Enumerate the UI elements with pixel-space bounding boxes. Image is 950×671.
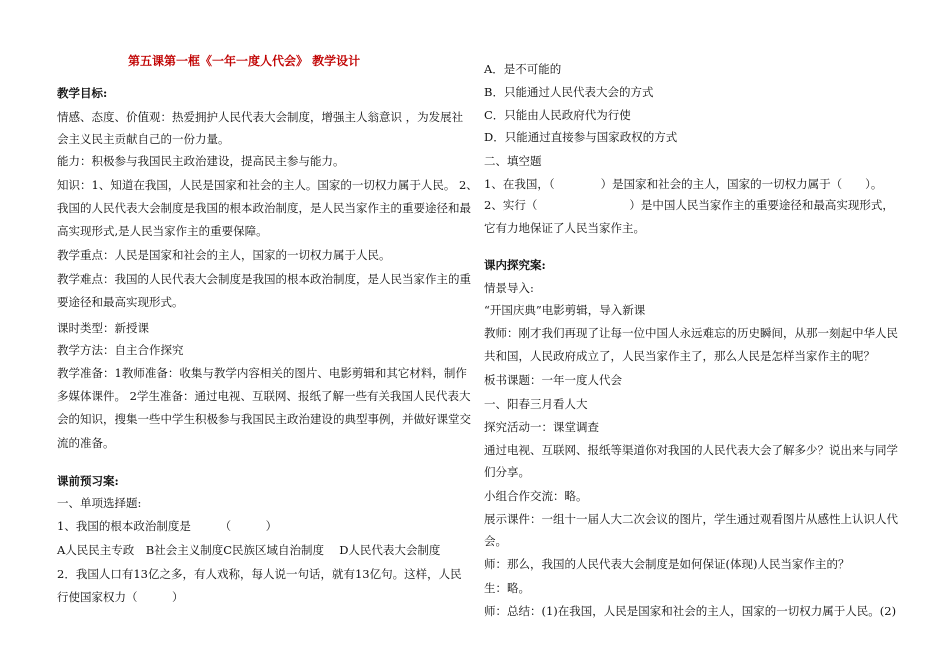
text-line: 教学重点：人民是国家和社会的主人，国家的一切权力属于人民。 [57, 248, 391, 262]
text-line: 高实现形式,是人民当家作主的重要保障。 [57, 224, 268, 238]
text-line: 师：总结：(1)在我国，人民是国家和社会的主人，国家的一切权力属于人民。(2) [484, 604, 897, 618]
text-line: 能力：积极参与我国民主政治建设，提高民主参与能力。 [57, 154, 345, 168]
text-line: 二、填空题 [484, 154, 542, 168]
section-heading: 教学目标: [57, 86, 108, 100]
text-line: A．是不可能的 [484, 62, 562, 76]
text-line: 通过电视、互联网、报纸等渠道你对我国的人民代表大会了解多少？说出来与同学 [484, 443, 898, 457]
text-line: 流的准备。 [57, 436, 115, 450]
text-line: 会主义民主贡献自己的一份力量。 [57, 132, 230, 146]
text-line: 一、单项选择题: [57, 496, 142, 510]
text-line: 会。 [484, 534, 507, 548]
text-line: 它有力地保证了人民当家作主。 [484, 221, 645, 235]
text-line: 生：略。 [484, 581, 530, 595]
document-title: 第五课第一框《一年一度人代会》 教学设计 [128, 54, 361, 68]
text-line: 共和国，人民政府成立了，人民当家作主了，那么人民是怎样当家作主的呢？ [484, 349, 875, 363]
section-heading: 课前预习案: [57, 474, 119, 488]
text-line: C．只能由人民政府代为行使 [484, 108, 631, 122]
text-line: 我国的人民代表大会制度是我国的根本政治制度，是人民当家作主的重要途径和最 [57, 201, 471, 215]
text-line: 探究活动一：课堂调查 [484, 420, 599, 434]
text-line: B．只能通过人民代表大会的方式 [484, 85, 654, 99]
text-line: 们分享。 [484, 465, 530, 479]
text-line: 1、在我国，（ ）是国家和社会的主人，国家的一切权力属于（ ）。 [484, 177, 883, 191]
text-line: “开国庆典”电影剪辑，导入新课 [484, 303, 646, 317]
text-line: 教学难点：我国的人民代表大会制度是我国的根本政治制度，是人民当家作主的重 [57, 272, 471, 286]
text-line: 展示课件：一组十一届人大二次会议的图片，学生通过观看图片从感性上认识人代 [484, 512, 898, 526]
text-line: 知识：1、知道在我国，人民是国家和社会的主人。国家的一切权力属于人民。 2、 [57, 178, 478, 192]
text-line: 行使国家权力（ ） [57, 590, 184, 604]
text-line: 教师：刚才我们再现了让每一位中国人永远难忘的历史瞬间，从那一刻起中华人民 [484, 326, 898, 340]
text-line: D．只能通过直接参与国家政权的方式 [484, 130, 678, 144]
text-line: 教学方法：自主合作探究 [57, 343, 184, 357]
text-line: 小组合作交流：略。 [484, 489, 588, 503]
text-line: 教学准备：1教师准备：收集与教学内容相关的图片、电影剪辑和其它材料，制作 [57, 366, 467, 380]
text-line: 师：那么，我国的人民代表大会制度是如何保证(体现)人民当家作主的？ [484, 557, 850, 571]
text-line: 要途径和最高实现形式。 [57, 295, 184, 309]
text-line: 板书课题：一年一度人代会 [484, 373, 622, 387]
text-line: 会的知识，搜集一些中学生积极参与我国民主政治建设的典型事例，并做好课堂交 [57, 412, 471, 426]
text-line: 一、阳春三月看人大 [484, 397, 588, 411]
text-line: A人民民主专政 B社会主义制度C民族区域自治制度 D人民代表大会制度 [57, 543, 441, 557]
text-line: 多媒体课件。 2学生准备：通过电视、互联网、报纸了解一些有关我国人民代表大 [57, 389, 471, 403]
text-line: 2、实行（ ）是中国人民当家作主的重要途径和最高实现形式， [484, 198, 894, 212]
text-line: 情景导入: [484, 281, 534, 295]
section-heading: 课内探究案: [484, 258, 546, 272]
text-line: 2．我国人口有13亿之多，有人戏称，每人说一句话，就有13亿句。这样，人民 [57, 567, 462, 581]
text-line: 课时类型：新授课 [57, 321, 149, 335]
text-line: 1、我国的根本政治制度是 （ ） [57, 519, 278, 533]
text-line: 情感、态度、价值观：热爱拥护人民代表大会制度，增强主人翁意识 ，为发展社 [57, 110, 464, 124]
